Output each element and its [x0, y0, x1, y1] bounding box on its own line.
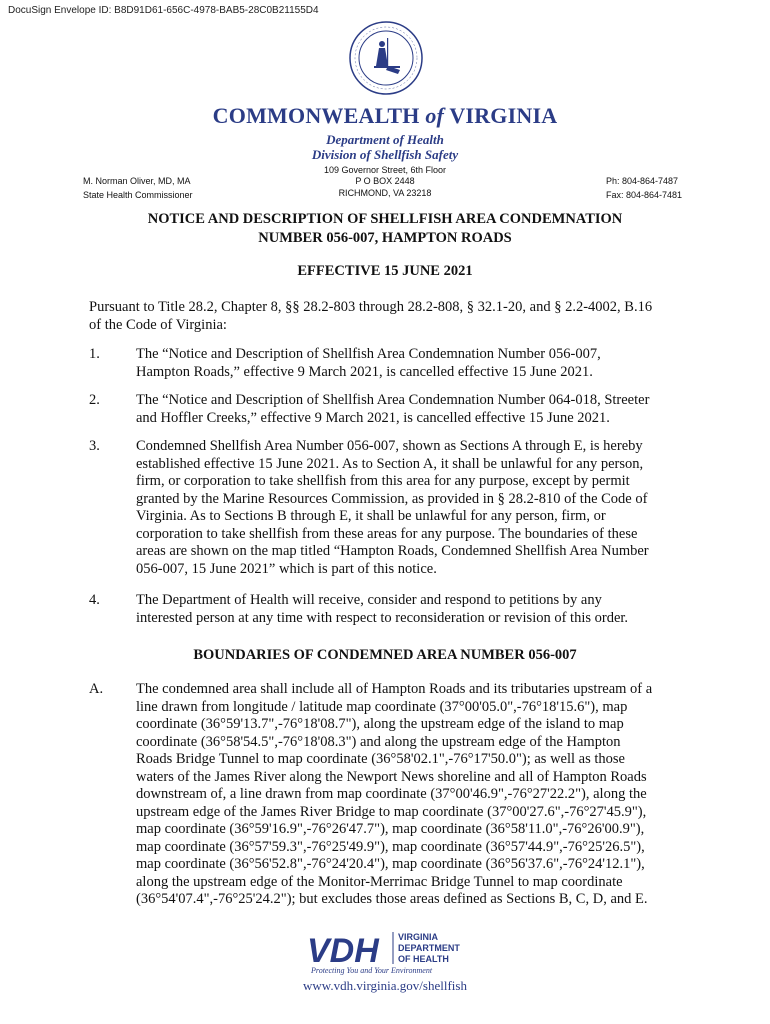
svg-text:VIRGINIA: VIRGINIA [398, 932, 439, 942]
item-number: 4. [89, 592, 100, 608]
svg-text:VDH: VDH [307, 932, 379, 970]
department-name: Department of Health [326, 132, 444, 147]
virginia-seal-icon [348, 20, 424, 96]
address-box: P O BOX 2448 [355, 176, 415, 186]
commissioner-block [83, 174, 193, 202]
commissioner-name: M. Norman Oliver, MD, MA [83, 176, 191, 186]
docusign-envelope-id: DocuSign Envelope ID: B8D91D61-656C-4978-BAB5-28C0B21155D4 [8, 5, 319, 16]
fax-number: Fax: 804-864-7481 [606, 190, 683, 200]
item-number: 2. [89, 392, 100, 408]
list-item: Condemned Shellfish Area Number 056-007, shown as Sections A through E, is hereby established effective 15 June 2021. As to Section A, it shall be unlawful for any person, firm, or corporation to take shellfish from this area for any purpose, except by permit granted by the Marine Resources Commission, as provided in § 28.2-810 of the Code of Virginia. As to Sections B through E, it shall be unlawful for any person, firm, or corporation to take shellfish from these areas for any purpose. The boundaries of these areas are shown on the map titled “Hampton Roads, Condemned Shellfish Area Number 056-007, 15 June 2021” which is part of this notice. [136, 438, 649, 577]
phone-number: Ph: 804-864-7487 [606, 176, 679, 186]
svg-text:Protecting You and Your Enviro: Protecting You and Your Environment [311, 966, 433, 975]
intro-line2: of the Code of Virginia: [89, 317, 227, 333]
svg-text:DEPARTMENT: DEPARTMENT [398, 943, 460, 953]
notice-title-line2: NUMBER 056-007, HAMPTON ROADS [258, 230, 512, 246]
item-number: 3. [89, 438, 100, 454]
effective-date: EFFECTIVE 15 JUNE 2021 [297, 263, 473, 279]
agency-title: COMMONWEALTH of VIRGINIA [212, 103, 558, 128]
contact-block [606, 174, 682, 202]
boundaries-heading: BOUNDARIES OF CONDEMNED AREA NUMBER 056-007 [193, 647, 577, 663]
list-item: The Department of Health will receive, consider and respond to petitions by any interested person at any time with respect to reconsideration or revision of this order. [136, 592, 629, 626]
section-label: A. [89, 681, 104, 697]
list-item: The “Notice and Description of Shellfish Area Condemnation Number 056-007, Hampton Roads,” effective 9 March 2021, is cancelled effective 15 June 2021. [136, 346, 601, 380]
address-city: RICHMOND, VA 23218 [338, 188, 432, 198]
division-name: Division of Shellfish Safety [311, 147, 459, 162]
section-a-text: The condemned area shall include all of Hampton Roads and its tributaries upstream of a line drawn from longitude / latitude map coordinate (37°00'05.0",-76°18'15.6"), map coordinate (36°59'13.7",-76°18'08.7"), along the upstream edge of the island to map coordinate (36°58'54.5",-76°18'08.3") and along the upstream edge of the Hampton Roads Bridge Tunnel to map coordinate (36°58'02.1",-76°17'50.0"); as well as those waters of the James River along the Newport News shoreline and all of Hampton Roads downstream of, a line drawn from map coordinate (37°00'46.9",-76°27'22.2"), along the upstream edge of the James River Bridge to map coordinate (37°00'27.6",-76°27'45.9"), map coordinate (36°59'16.9",-76°26'47.7"), map coordinate (36°58'11.0",-76°26'00.9"), map coordinate (36°57'59.3",-76°25'49.9"), map coordinate (36°57'44.9",-76°25'26.5"), map coordinate (36°56'52.8",-76°24'20.4"), map coordinate (36°56'37.6",-76°24'12.1"), along the upstream edge of the Monitor-Merrimac Bridge Tunnel to map coordinate (36°54'07.4",-76°25'24.2"); but excludes those areas defined as Sections B, C, D, and E. [136, 681, 653, 907]
website-link[interactable]: www.vdh.virginia.gov/shellfish [303, 978, 467, 993]
intro-line1: Pursuant to Title 28.2, Chapter 8, §§ 28.2-803 through 28.2-808, § 32.1-20, and § 2.2-4002, B.16 [89, 299, 653, 315]
address-street: 109 Governor Street, 6th Floor [323, 165, 447, 175]
list-item: The “Notice and Description of Shellfish Area Condemnation Number 064-018, Streeter and Hoffler Creeks,” effective 9 March 2021, is cancelled effective 15 June 2021. [136, 392, 650, 426]
svg-text:OF HEALTH: OF HEALTH [398, 954, 449, 964]
notice-title-line1: NOTICE AND DESCRIPTION OF SHELLFISH AREA CONDEMNATION [147, 211, 623, 227]
commissioner-title: State Health Commissioner [83, 190, 193, 200]
item-number: 1. [89, 346, 100, 362]
vdh-logo-icon [305, 928, 475, 976]
